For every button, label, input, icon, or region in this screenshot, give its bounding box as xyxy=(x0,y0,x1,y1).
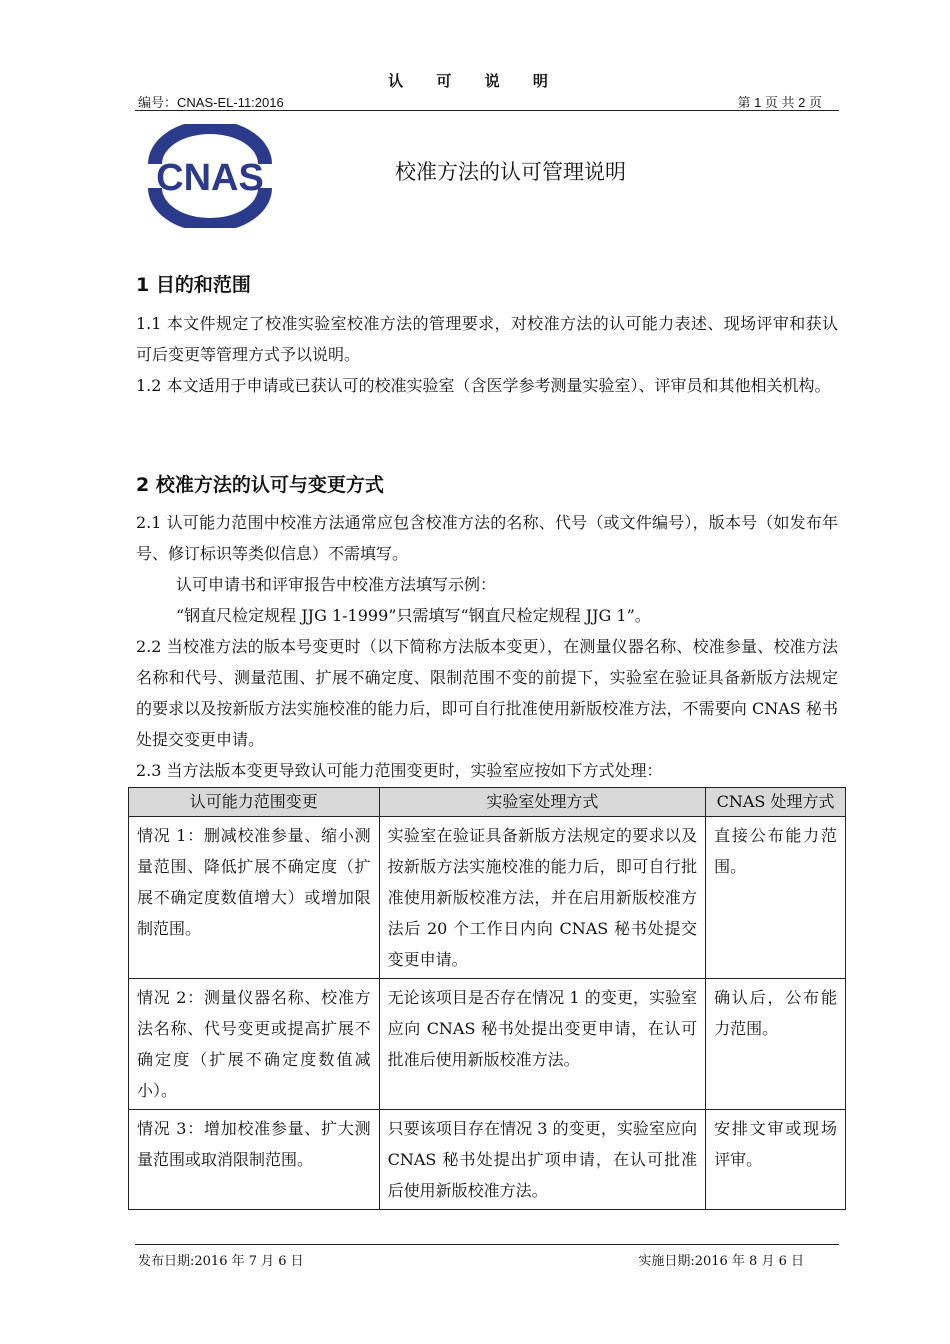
table-row xyxy=(129,1110,846,1210)
table-header-cell: 认可能力范围变更 xyxy=(129,788,380,817)
table-header-row xyxy=(129,788,846,817)
cnas-logo xyxy=(140,124,280,228)
doc-number: 编号：CNAS-EL-11:2016 xyxy=(138,95,284,110)
issue-date: 发布日期:2016 年 7 月 6 日 xyxy=(138,1254,304,1269)
change-handling-table xyxy=(128,787,846,1210)
table-cell: 情况 2：测量仪器名称、校准方法名称、代号变更或提高扩展不确定度（扩展不确定度数值减小）。 xyxy=(129,979,380,1110)
section2-heading: 2 校准方法的认可与变更方式 xyxy=(136,474,384,496)
header-rule xyxy=(135,110,839,111)
footer-rule xyxy=(135,1244,839,1245)
table-cell: 情况 3：增加校准参量、扩大测量范围或取消限制范围。 xyxy=(129,1110,380,1210)
section2-para1: 2.1 认可能力范围中校准方法通常应包含校准方法的名称、代号（或文件编号），版本号（如发布年号、修订标识等类似信息）不需填写。 xyxy=(136,513,838,563)
table-cell: 情况 1：删减校准参量、缩小测量范围、降低扩展不确定度（扩展不确定度数值增大）或增加限制范围。 xyxy=(129,817,380,979)
section2-example-intro: 认可申请书和评审报告中校准方法填写示例： xyxy=(176,575,497,594)
section2-para3: 2.3 当方法版本变更导致认可能力范围变更时，实验室应按如下方式处理： xyxy=(136,761,663,780)
header-title: 认 可 说 明 xyxy=(388,72,562,90)
table-cell: 安排文审或现场评审。 xyxy=(706,1110,846,1210)
document-title: 校准方法的认可管理说明 xyxy=(395,160,626,184)
section2-example: “钢直尺检定规程 JJG 1-1999”只需填写“钢直尺检定规程 JJG 1”。 xyxy=(176,606,651,625)
table-row xyxy=(129,979,846,1110)
table-header-cell: CNAS 处理方式 xyxy=(706,788,846,817)
table-cell: 实验室在验证具备新版方法规定的要求以及按新版方法实施校准的能力后，即可自行批准使用新版校准方法，并在启用新版校准方法后 20 个工作日内向 CNAS 秘书处提交变更申请。 xyxy=(379,817,706,979)
section1-para2: 1.2 本文适用于申请或已获认可的校准实验室（含医学参考测量实验室）、评审员和其他相关机构。 xyxy=(136,376,831,395)
table-row xyxy=(129,817,846,979)
page-info: 第 1 页 共 2 页 xyxy=(737,95,822,110)
table-cell: 确认后，公布能力范围。 xyxy=(706,979,846,1110)
logo-text: CNAS xyxy=(156,157,264,199)
effective-date: 实施日期:2016 年 8 月 6 日 xyxy=(638,1254,804,1269)
section1-para1: 1.1 本文件规定了校准实验室校准方法的管理要求，对校准方法的认可能力表述、现场评审和获认可后变更等管理方式予以说明。 xyxy=(136,314,838,364)
table-cell: 只要该项目存在情况 3 的变更，实验室应向 CNAS 秘书处提出扩项申请，在认可批准后使用新版校准方法。 xyxy=(379,1110,706,1210)
table-cell: 直接公布能力范围。 xyxy=(706,817,846,979)
section1-heading: 1 目的和范围 xyxy=(136,274,251,296)
table-cell: 无论该项目是否存在情况 1 的变更，实验室应向 CNAS 秘书处提出变更申请，在认可批准后使用新版校准方法。 xyxy=(379,979,706,1110)
section2-para2: 2.2 当校准方法的版本号变更时（以下简称方法版本变更），在测量仪器名称、校准参量、校准方法名称和代号、测量范围、扩展不确定度、限制范围不变的前提下，实验室在验证具备新版方法规定的要求以及按新版方法实施校准的能力后，即可自行批准使用新版校准方法，不需要向 CNAS 秘书处提交变更申请。 xyxy=(136,637,838,749)
table-header-cell: 实验室处理方式 xyxy=(379,788,706,817)
